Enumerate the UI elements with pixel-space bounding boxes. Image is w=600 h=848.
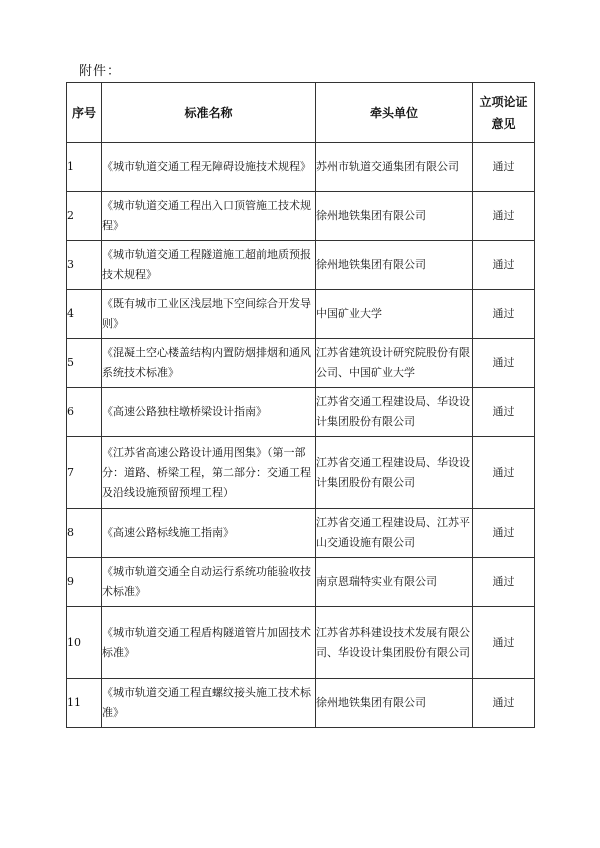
- row-standard-name: 《城市轨道交通工程隧道施工超前地质预报技术规程》: [102, 241, 316, 290]
- row-lead-unit: 徐州地铁集团有限公司: [316, 241, 473, 290]
- row-no: 8: [67, 509, 102, 558]
- row-standard-name: 《城市轨道交通工程直螺纹接头施工技术标准》: [102, 679, 316, 728]
- row-no: 9: [67, 558, 102, 607]
- row-lead-unit: 江苏省苏科建设技术发展有限公司、华设设计集团股份有限公司: [316, 607, 473, 679]
- header-opinion: [473, 83, 535, 143]
- table-row: [67, 509, 535, 558]
- table-row: [67, 290, 535, 339]
- header-lead-unit: 牵头单位: [316, 83, 473, 143]
- table-row: [67, 192, 535, 241]
- table-row: [67, 143, 535, 192]
- row-standard-name: 《城市轨道交通全自动运行系统功能验收技术标准》: [102, 558, 316, 607]
- header-standard-name: 标准名称: [102, 83, 316, 143]
- row-lead-unit: 江苏省交通工程建设局、华设设计集团股份有限公司: [316, 388, 473, 437]
- row-opinion: 通过: [473, 388, 535, 437]
- row-no: 6: [67, 388, 102, 437]
- row-opinion: 通过: [473, 241, 535, 290]
- row-lead-unit: 苏州市轨道交通集团有限公司: [316, 143, 473, 192]
- table-row: [67, 339, 535, 388]
- row-standard-name: 《高速公路标线施工指南》: [102, 509, 316, 558]
- table-header-row: [67, 83, 535, 143]
- table-row: [67, 558, 535, 607]
- row-standard-name: 《城市轨道交通工程无障碍设施技术规程》: [102, 143, 316, 192]
- row-opinion: 通过: [473, 679, 535, 728]
- row-no: 7: [67, 437, 102, 509]
- row-no: 11: [67, 679, 102, 728]
- table-row: [67, 437, 535, 509]
- row-no: 10: [67, 607, 102, 679]
- row-lead-unit: 江苏省建筑设计研究院股份有限公司、中国矿业大学: [316, 339, 473, 388]
- standards-table: [66, 82, 535, 728]
- row-opinion: 通过: [473, 339, 535, 388]
- row-opinion: 通过: [473, 509, 535, 558]
- row-lead-unit: 徐州地铁集团有限公司: [316, 192, 473, 241]
- header-no: 序号: [67, 83, 102, 143]
- row-standard-name: 《城市轨道交通工程出入口顶管施工技术规程》: [102, 192, 316, 241]
- row-standard-name: 《高速公路独柱墩桥梁设计指南》: [102, 388, 316, 437]
- header-opinion-line2: 意见: [491, 116, 516, 131]
- attachment-label: 附件：: [79, 64, 122, 79]
- row-lead-unit: 南京恩瑞特实业有限公司: [316, 558, 473, 607]
- row-standard-name: 《混凝土空心楼盖结构内置防烟排烟和通风系统技术标准》: [102, 339, 316, 388]
- row-lead-unit: 江苏省交通工程建设局、江苏平山交通设施有限公司: [316, 509, 473, 558]
- header-opinion-line1: 立项论证: [479, 94, 528, 109]
- row-no: 4: [67, 290, 102, 339]
- row-lead-unit: 徐州地铁集团有限公司: [316, 679, 473, 728]
- table-row: [67, 679, 535, 728]
- row-no: 3: [67, 241, 102, 290]
- row-opinion: 通过: [473, 607, 535, 679]
- row-opinion: 通过: [473, 192, 535, 241]
- row-no: 5: [67, 339, 102, 388]
- table-row: [67, 607, 535, 679]
- row-no: 2: [67, 192, 102, 241]
- row-opinion: 通过: [473, 290, 535, 339]
- table-row: [67, 241, 535, 290]
- row-opinion: 通过: [473, 437, 535, 509]
- row-standard-name: 《江苏省高速公路设计通用图集》（第一部分：道路、桥梁工程，第二部分：交通工程及沿线设施预留预埋工程）: [102, 437, 316, 509]
- row-no: 1: [67, 143, 102, 192]
- row-standard-name: 《城市轨道交通工程盾构隧道管片加固技术标准》: [102, 607, 316, 679]
- row-standard-name: 《既有城市工业区浅层地下空间综合开发导则》: [102, 290, 316, 339]
- table-row: [67, 388, 535, 437]
- row-opinion: 通过: [473, 558, 535, 607]
- row-opinion: 通过: [473, 143, 535, 192]
- row-lead-unit: 中国矿业大学: [316, 290, 473, 339]
- row-lead-unit: 江苏省交通工程建设局、华设设计集团股份有限公司: [316, 437, 473, 509]
